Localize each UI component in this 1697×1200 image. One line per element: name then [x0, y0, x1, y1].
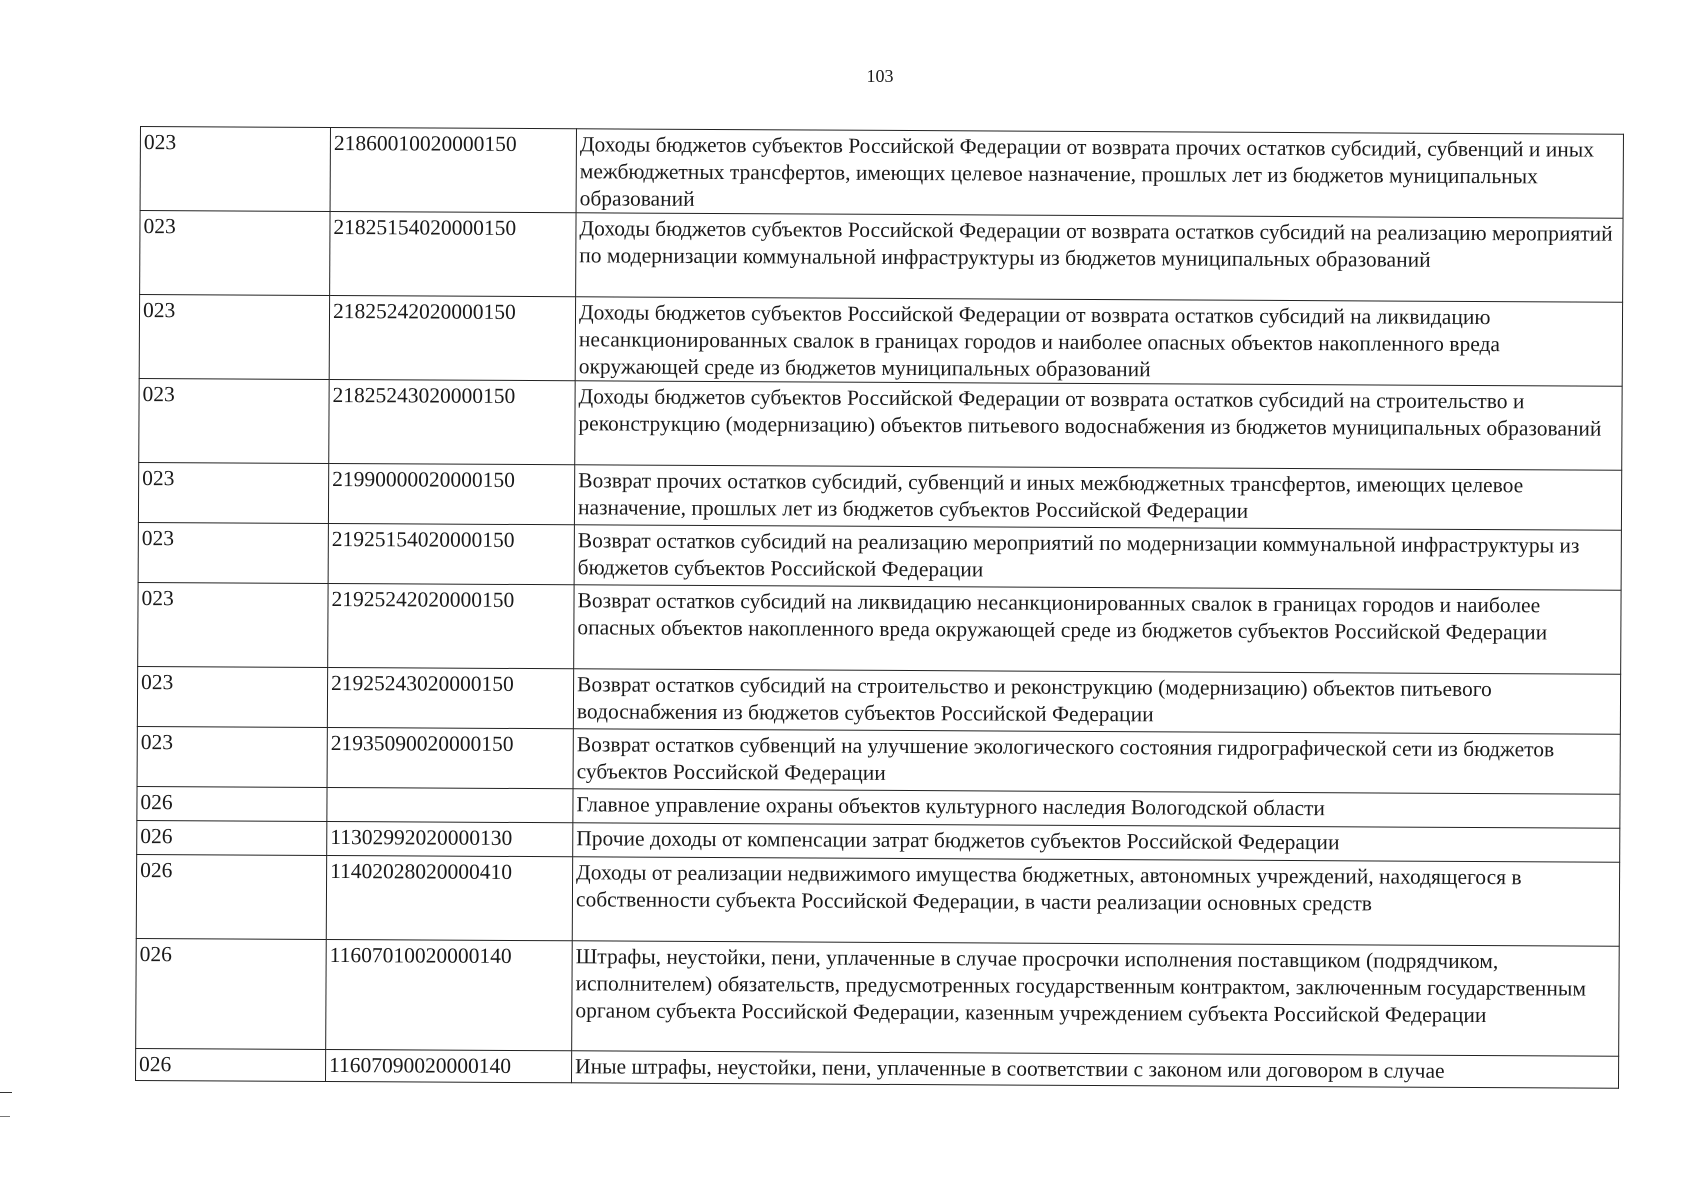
- table-row: [136, 854, 1619, 946]
- budget-code-cell: 21825242020000150: [329, 295, 575, 380]
- table-row: [136, 938, 1620, 1056]
- table-row: [140, 127, 1623, 219]
- description-cell: Главное управление охраны объектов культурного наследия Вологодской области: [573, 789, 1620, 828]
- table-row: [136, 1048, 1619, 1088]
- description-cell: Возврат остатков субсидий на реализацию мероприятий по модернизации коммунальной инфраструктуры из бюджетов субъектов Российской Федерации: [574, 525, 1621, 590]
- table-row: [137, 726, 1620, 794]
- table-row: [138, 462, 1621, 530]
- admin-code-cell: 023: [140, 127, 330, 212]
- description-cell: Штрафы, неустойки, пени, уплаченные в случае просрочки исполнения поставщиком (подрядчиком, исполнителем) обязательств, предусмотренных государственным контрактом, заключенным государственным органом субъекта Российской Федерации, казенным учреждением субъекта Российской Федерации: [572, 941, 1620, 1056]
- description-cell: Доходы от реализации недвижимого имущества бюджетных, автономных учреждений, находящегося в собственности субъекта Российской Федерации, в части реализации основных средств: [572, 857, 1619, 946]
- table-row: [139, 295, 1622, 387]
- table-row: [139, 378, 1622, 470]
- admin-code-cell: 023: [137, 666, 327, 727]
- revenue-codes-table: [135, 126, 1624, 1089]
- description-cell: Возврат остатков субвенций на улучшение экологического состояния гидрографической сети из бюджетов субъектов Российской Федерации: [573, 729, 1620, 794]
- budget-code-cell: 11607010020000140: [326, 939, 573, 1050]
- budget-code-cell: 21825243020000150: [329, 379, 575, 464]
- budget-code-cell: 11607090020000140: [325, 1049, 571, 1082]
- description-cell: Доходы бюджетов субъектов Российской Федерации от возврата остатков субсидий на реализацию мероприятий по модернизации коммунальной инфраструктуры из бюджетов муниципальных образований: [576, 213, 1623, 302]
- admin-code-cell: 023: [139, 295, 329, 380]
- scan-edge-mark: [0, 1116, 10, 1117]
- admin-code-cell: 026: [136, 938, 327, 1049]
- budget-code-cell: 21925154020000150: [328, 523, 574, 584]
- table-row: [140, 211, 1623, 303]
- admin-code-cell: 026: [136, 854, 326, 939]
- admin-code-cell: 023: [138, 462, 328, 523]
- admin-code-cell: 023: [138, 582, 328, 667]
- budget-code-cell: 21990000020000150: [328, 463, 574, 524]
- admin-code-cell: 023: [137, 726, 327, 787]
- budget-code-cell: 11302992020000130: [327, 821, 573, 856]
- table-row: [137, 666, 1620, 734]
- budget-code-cell: 21825154020000150: [330, 211, 576, 296]
- budget-code-cell: 21925242020000150: [328, 583, 574, 668]
- budget-code-cell: 21935090020000150: [327, 727, 573, 788]
- description-cell: Доходы бюджетов субъектов Российской Федерации от возврата остатков субсидий на ликвидацию несанкционированных свалок в границах городов и наиболее опасных объектов накопленного вреда окружающей среде из бюджетов муниципальных образований: [575, 297, 1622, 386]
- description-cell: Иные штрафы, неустойки, пени, уплаченные в соответствии с законом или договором в случае: [571, 1051, 1618, 1088]
- admin-code-cell: 023: [140, 211, 330, 296]
- admin-code-cell: 023: [138, 522, 328, 583]
- admin-code-cell: 026: [137, 820, 327, 855]
- table-row: [138, 522, 1621, 590]
- description-cell: Прочие доходы от компенсации затрат бюджетов субъектов Российской Федерации: [573, 823, 1620, 862]
- budget-code-cell: 11402028020000410: [326, 855, 572, 940]
- description-cell: Возврат прочих остатков субсидий, субвенций и иных межбюджетных трансфертов, имеющих целевое назначение, прошлых лет из бюджетов субъектов Российской Федерации: [574, 465, 1621, 530]
- admin-code-cell: 026: [137, 786, 327, 821]
- description-cell: Доходы бюджетов субъектов Российской Федерации от возврата прочих остатков субсидий, субвенций и иных межбюджетных трансфертов, имеющих целевое назначение, прошлых лет из бюджетов муниципальных образований: [576, 129, 1623, 218]
- budget-code-cell: 21860010020000150: [330, 127, 576, 212]
- budget-code-cell: 21925243020000150: [327, 667, 573, 728]
- scan-edge-mark: [0, 1092, 12, 1093]
- description-cell: Доходы бюджетов субъектов Российской Федерации от возврата остатков субсидий на строительство и реконструкцию (модернизацию) объектов питьевого водоснабжения из бюджетов муниципальных образований: [575, 381, 1622, 470]
- budget-code-cell: [327, 787, 573, 822]
- table-row: [138, 582, 1621, 674]
- page-number: 103: [866, 66, 894, 86]
- admin-code-cell: 023: [139, 378, 329, 463]
- description-cell: Возврат остатков субсидий на ликвидацию несанкционированных свалок в границах городов и наиболее опасных объектов накопленного вреда окружающей среде из бюджетов субъектов Российской Федерации: [574, 585, 1621, 674]
- admin-code-cell: 026: [136, 1048, 326, 1081]
- description-cell: Возврат остатков субсидий на строительство и реконструкцию (модернизацию) объектов питьевого водоснабжения из бюджетов субъектов Российской Федерации: [573, 669, 1620, 734]
